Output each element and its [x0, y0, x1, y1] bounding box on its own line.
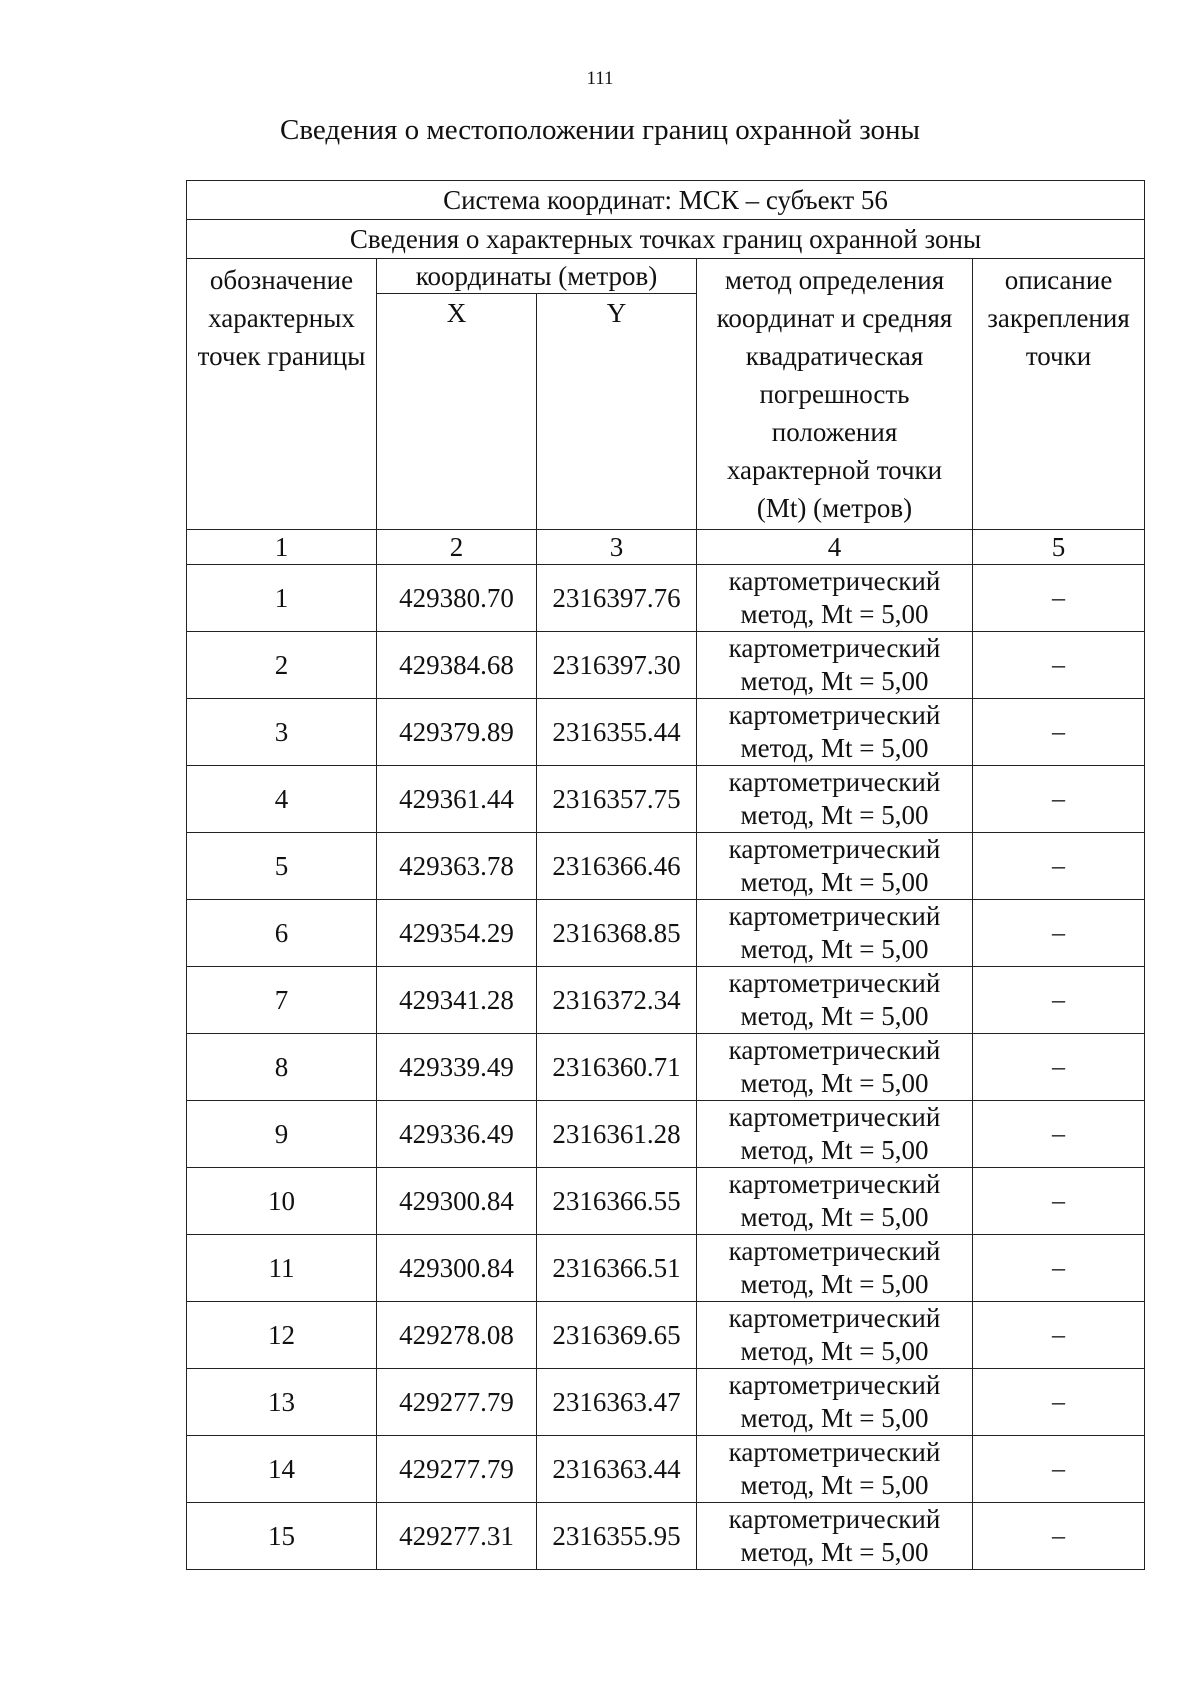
x-coordinate-cell: 429300.84 [377, 1235, 537, 1302]
table-row [187, 699, 1145, 766]
method-accuracy: метод, Mt = 5,00 [740, 1068, 929, 1098]
x-coordinate-cell: 429277.31 [377, 1503, 537, 1570]
table-row [187, 1235, 1145, 1302]
description-cell: – [973, 967, 1145, 1034]
x-coordinate-cell: 429341.28 [377, 967, 537, 1034]
header-y: Y [537, 294, 697, 530]
x-coordinate-cell: 429277.79 [377, 1369, 537, 1436]
column-number: 3 [537, 530, 697, 565]
method-accuracy: метод, Mt = 5,00 [740, 599, 929, 629]
point-number-cell: 13 [187, 1369, 377, 1436]
coordinate-system-cell: Система координат: МСК – субъект 56 [187, 181, 1145, 220]
method-accuracy: метод, Mt = 5,00 [740, 1202, 929, 1232]
header-method: метод определения координат и средняя квадратическая погрешность положения характерной точки (Mt) (метров) [697, 259, 973, 530]
point-number-cell: 1 [187, 565, 377, 632]
method-accuracy: метод, Mt = 5,00 [740, 934, 929, 964]
x-coordinate-cell: 429277.79 [377, 1436, 537, 1503]
description-cell: – [973, 632, 1145, 699]
y-coordinate-cell: 2316397.76 [537, 565, 697, 632]
point-number-cell: 9 [187, 1101, 377, 1168]
description-cell: – [973, 1503, 1145, 1570]
method-cell [697, 1101, 973, 1168]
description-cell: – [973, 1302, 1145, 1369]
table-row [187, 1503, 1145, 1570]
header-x: X [377, 294, 537, 530]
y-coordinate-cell: 2316357.75 [537, 766, 697, 833]
method-cell [697, 1034, 973, 1101]
method-cell [697, 565, 973, 632]
point-number-cell: 15 [187, 1503, 377, 1570]
x-coordinate-cell: 429384.68 [377, 632, 537, 699]
method-accuracy: метод, Mt = 5,00 [740, 1403, 929, 1433]
x-coordinate-cell: 429379.89 [377, 699, 537, 766]
table-subtitle-row [187, 220, 1145, 259]
table-row [187, 565, 1145, 632]
method-line: картометрический [728, 566, 941, 596]
description-cell: – [973, 833, 1145, 900]
method-cell [697, 632, 973, 699]
column-number: 1 [187, 530, 377, 565]
description-cell: – [973, 1034, 1145, 1101]
method-line: картометрический [728, 1303, 941, 1333]
method-line: картометрический [728, 1370, 941, 1400]
table-row [187, 1302, 1145, 1369]
method-line: картометрический [728, 1102, 941, 1132]
method-accuracy: метод, Mt = 5,00 [740, 733, 929, 763]
table-row [187, 1369, 1145, 1436]
table-row [187, 1436, 1145, 1503]
method-cell [697, 1235, 973, 1302]
method-cell [697, 1369, 973, 1436]
table-row [187, 1034, 1145, 1101]
description-cell: – [973, 565, 1145, 632]
y-coordinate-cell: 2316366.46 [537, 833, 697, 900]
description-cell: – [973, 1436, 1145, 1503]
y-coordinate-cell: 2316372.34 [537, 967, 697, 1034]
point-number-cell: 14 [187, 1436, 377, 1503]
header-coordinates: координаты (метров) [377, 259, 697, 294]
method-line: картометрический [728, 901, 941, 931]
method-line: картометрический [728, 1504, 941, 1534]
method-line: картометрический [728, 1169, 941, 1199]
point-number-cell: 8 [187, 1034, 377, 1101]
y-coordinate-cell: 2316360.71 [537, 1034, 697, 1101]
x-coordinate-cell: 429363.78 [377, 833, 537, 900]
description-cell: – [973, 699, 1145, 766]
point-number-cell: 3 [187, 699, 377, 766]
coordinate-system-row [187, 181, 1145, 220]
method-accuracy: метод, Mt = 5,00 [740, 1470, 929, 1500]
table-row [187, 766, 1145, 833]
method-cell [697, 967, 973, 1034]
header-description: описание закрепления точки [973, 259, 1145, 530]
method-line: картометрический [728, 968, 941, 998]
method-cell [697, 833, 973, 900]
y-coordinate-cell: 2316397.30 [537, 632, 697, 699]
method-line: картометрический [728, 767, 941, 797]
method-cell [697, 1302, 973, 1369]
table-row [187, 900, 1145, 967]
point-number-cell: 12 [187, 1302, 377, 1369]
description-cell: – [973, 766, 1145, 833]
y-coordinate-cell: 2316366.51 [537, 1235, 697, 1302]
method-cell [697, 699, 973, 766]
method-cell [697, 1436, 973, 1503]
point-number-cell: 7 [187, 967, 377, 1034]
point-number-cell: 5 [187, 833, 377, 900]
y-coordinate-cell: 2316366.55 [537, 1168, 697, 1235]
y-coordinate-cell: 2316363.47 [537, 1369, 697, 1436]
description-cell: – [973, 900, 1145, 967]
column-number: 4 [697, 530, 973, 565]
x-coordinate-cell: 429361.44 [377, 766, 537, 833]
method-cell [697, 1503, 973, 1570]
point-number-cell: 11 [187, 1235, 377, 1302]
header-designation: обозначение характерных точек границы [187, 259, 377, 530]
x-coordinate-cell: 429380.70 [377, 565, 537, 632]
table-row [187, 1101, 1145, 1168]
description-cell: – [973, 1101, 1145, 1168]
method-accuracy: метод, Mt = 5,00 [740, 1336, 929, 1366]
method-accuracy: метод, Mt = 5,00 [740, 800, 929, 830]
point-number-cell: 2 [187, 632, 377, 699]
method-accuracy: метод, Mt = 5,00 [740, 1269, 929, 1299]
method-line: картометрический [728, 1236, 941, 1266]
y-coordinate-cell: 2316363.44 [537, 1436, 697, 1503]
y-coordinate-cell: 2316355.95 [537, 1503, 697, 1570]
column-number: 5 [973, 530, 1145, 565]
table-row [187, 967, 1145, 1034]
point-number-cell: 10 [187, 1168, 377, 1235]
method-line: картометрический [728, 1437, 941, 1467]
table-subtitle-cell: Сведения о характерных точках границ охранной зоны [187, 220, 1145, 259]
method-accuracy: метод, Mt = 5,00 [740, 1001, 929, 1031]
column-number: 2 [377, 530, 537, 565]
table-row [187, 1168, 1145, 1235]
table-row [187, 833, 1145, 900]
method-cell [697, 766, 973, 833]
method-accuracy: метод, Mt = 5,00 [740, 1135, 929, 1165]
method-line: картометрический [728, 700, 941, 730]
x-coordinate-cell: 429354.29 [377, 900, 537, 967]
header-row [187, 259, 1145, 294]
y-coordinate-cell: 2316355.44 [537, 699, 697, 766]
x-coordinate-cell: 429339.49 [377, 1034, 537, 1101]
method-line: картометрический [728, 633, 941, 663]
description-cell: – [973, 1369, 1145, 1436]
method-cell [697, 900, 973, 967]
description-cell: – [973, 1235, 1145, 1302]
description-cell: – [973, 1168, 1145, 1235]
point-number-cell: 4 [187, 766, 377, 833]
y-coordinate-cell: 2316369.65 [537, 1302, 697, 1369]
table-row [187, 632, 1145, 699]
coordinates-table [186, 180, 1145, 1570]
method-accuracy: метод, Mt = 5,00 [740, 1537, 929, 1567]
method-accuracy: метод, Mt = 5,00 [740, 666, 929, 696]
y-coordinate-cell: 2316361.28 [537, 1101, 697, 1168]
column-number-row [187, 530, 1145, 565]
x-coordinate-cell: 429278.08 [377, 1302, 537, 1369]
x-coordinate-cell: 429336.49 [377, 1101, 537, 1168]
point-number-cell: 6 [187, 900, 377, 967]
x-coordinate-cell: 429300.84 [377, 1168, 537, 1235]
y-coordinate-cell: 2316368.85 [537, 900, 697, 967]
method-line: картометрический [728, 1035, 941, 1065]
method-accuracy: метод, Mt = 5,00 [740, 867, 929, 897]
page-number: 111 [586, 68, 614, 89]
method-line: картометрический [728, 834, 941, 864]
document-title: Сведения о местоположении границ охранной зоны [279, 114, 920, 146]
method-cell [697, 1168, 973, 1235]
